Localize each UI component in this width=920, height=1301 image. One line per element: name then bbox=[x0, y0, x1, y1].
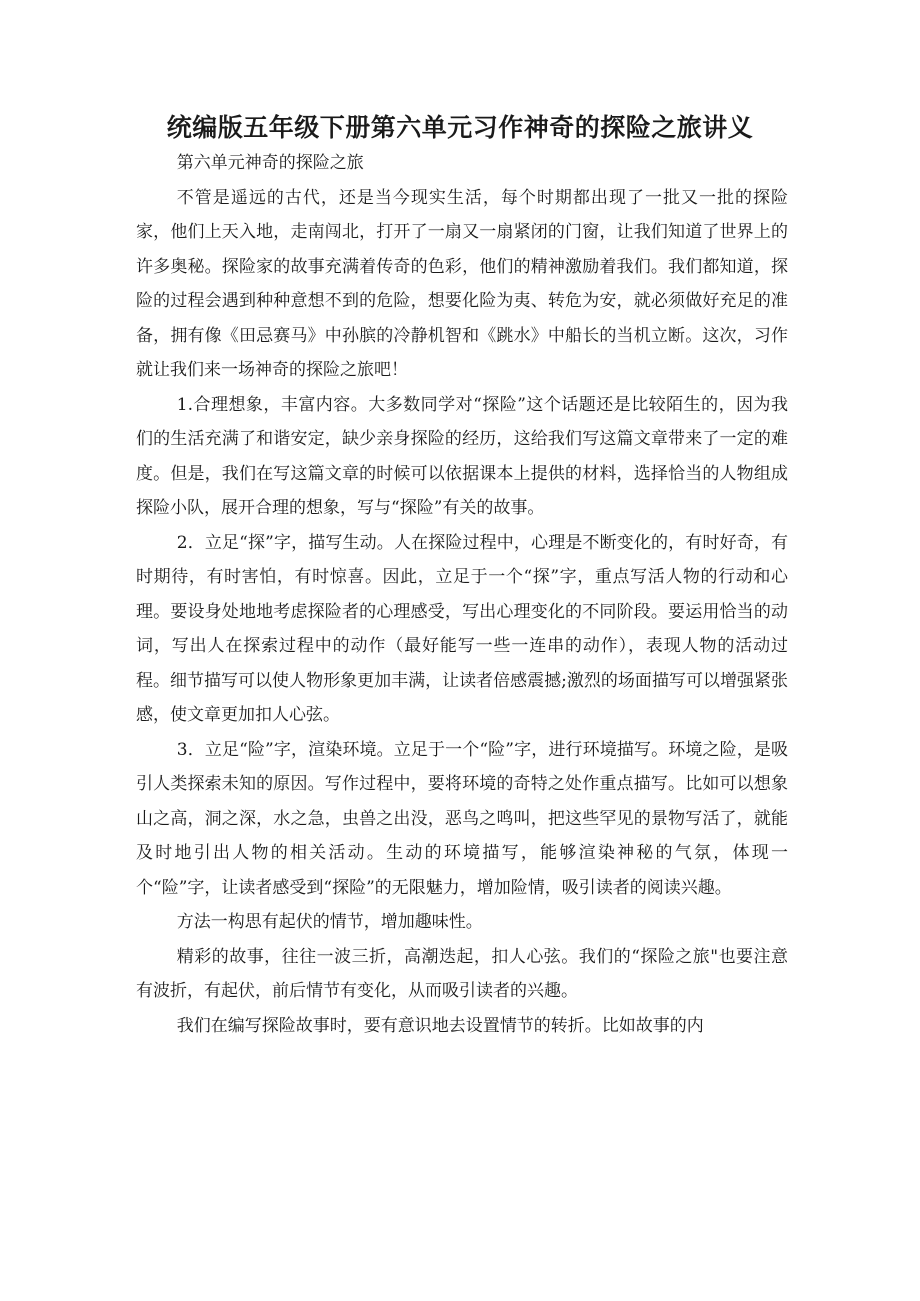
intro-paragraph: 不管是遥远的古代，还是当今现实生活，每个时期都出现了一批又一批的探险家，他们上天入地，走南闯北，打开了一扇又一扇紧闭的门窗，让我们知道了世界上的许多奥秘。探险家的故事充满着传奇的色彩，他们的精神激励着我们。我们都知道，探险的过程会遇到种种意想不到的危险，想要化险为夷、转危为安，就必须做好充足的准备，拥有像《田忌赛马》中孙膑的冷静机智和《跳水》中船长的当机立断。这次，习作就让我们来一场神奇的探险之旅吧！ bbox=[136, 187, 788, 380]
tip-paragraph-3: 3．立足“险”字，渲染环境。立足于一个“险”字，进行环境描写。环境之险，是吸引人类探索未知的原因。写作过程中，要将环境的奇特之处作重点描写。比如可以想象山之高，洞之深，水之急，虫兽之出没，恶鸟之鸣叫，把这些罕见的景物写活了，就能及时地引出人物的相关活动。生动的环境描写，能够渲染神秘的气氛，体现一个“险”字，让读者感受到“探险”的无限魅力，增加险情，吸引读者的阅读兴趣。 bbox=[136, 739, 788, 898]
section-subtitle: 第六单元神奇的探险之旅 bbox=[176, 153, 364, 173]
tip-paragraph-2: 2．立足“探”字，描写生动。人在探险过程中，心理是不断变化的，有时好奇，有时期待，有时害怕，有时惊喜。因此，立足于一个“探”字，重点写活人物的行动和心理。要设身处地地考虑探险者的心理感受，写出心理变化的不同阶段。要运用恰当的动词，写出人在探索过程中的动作（最好能写一些一连串的动作），表现人物的活动过程。细节描写可以使人物形象更加丰满，让读者倍感震撼;激烈的场面描写可以增强紧张感，使文章更加扣人心弦。 bbox=[136, 532, 788, 725]
method-heading: 方法一构思有起伏的情节，增加趣味性。 bbox=[176, 912, 483, 932]
tip-paragraph-1: 1.合理想象，丰富内容。大多数同学对“探险”这个话题还是比较陌生的，因为我们的生活充满了和谐安定，缺少亲身探险的经历，这给我们写这篇文章带来了一定的难度。但是，我们在写这篇文章的时候可以依据课本上提供的材料，选择恰当的人物组成探险小队，展开合理的想象，写与“探险”有关的故事。 bbox=[136, 394, 788, 518]
document-title: 统编版五年级下册第六单元习作神奇的探险之旅讲义 bbox=[166, 113, 754, 142]
closing-paragraph: 我们在编写探险故事时，要有意识地去设置情节的转折。比如故事的内 bbox=[176, 1015, 704, 1036]
method-paragraph: 精彩的故事，往往一波三折，高潮迭起，扣人心弦。我们的“探险之旅"也要注意有波折，有起伏，前后情节有变化，从而吸引读者的兴趣。 bbox=[136, 946, 788, 1001]
document-body bbox=[136, 146, 788, 1043]
